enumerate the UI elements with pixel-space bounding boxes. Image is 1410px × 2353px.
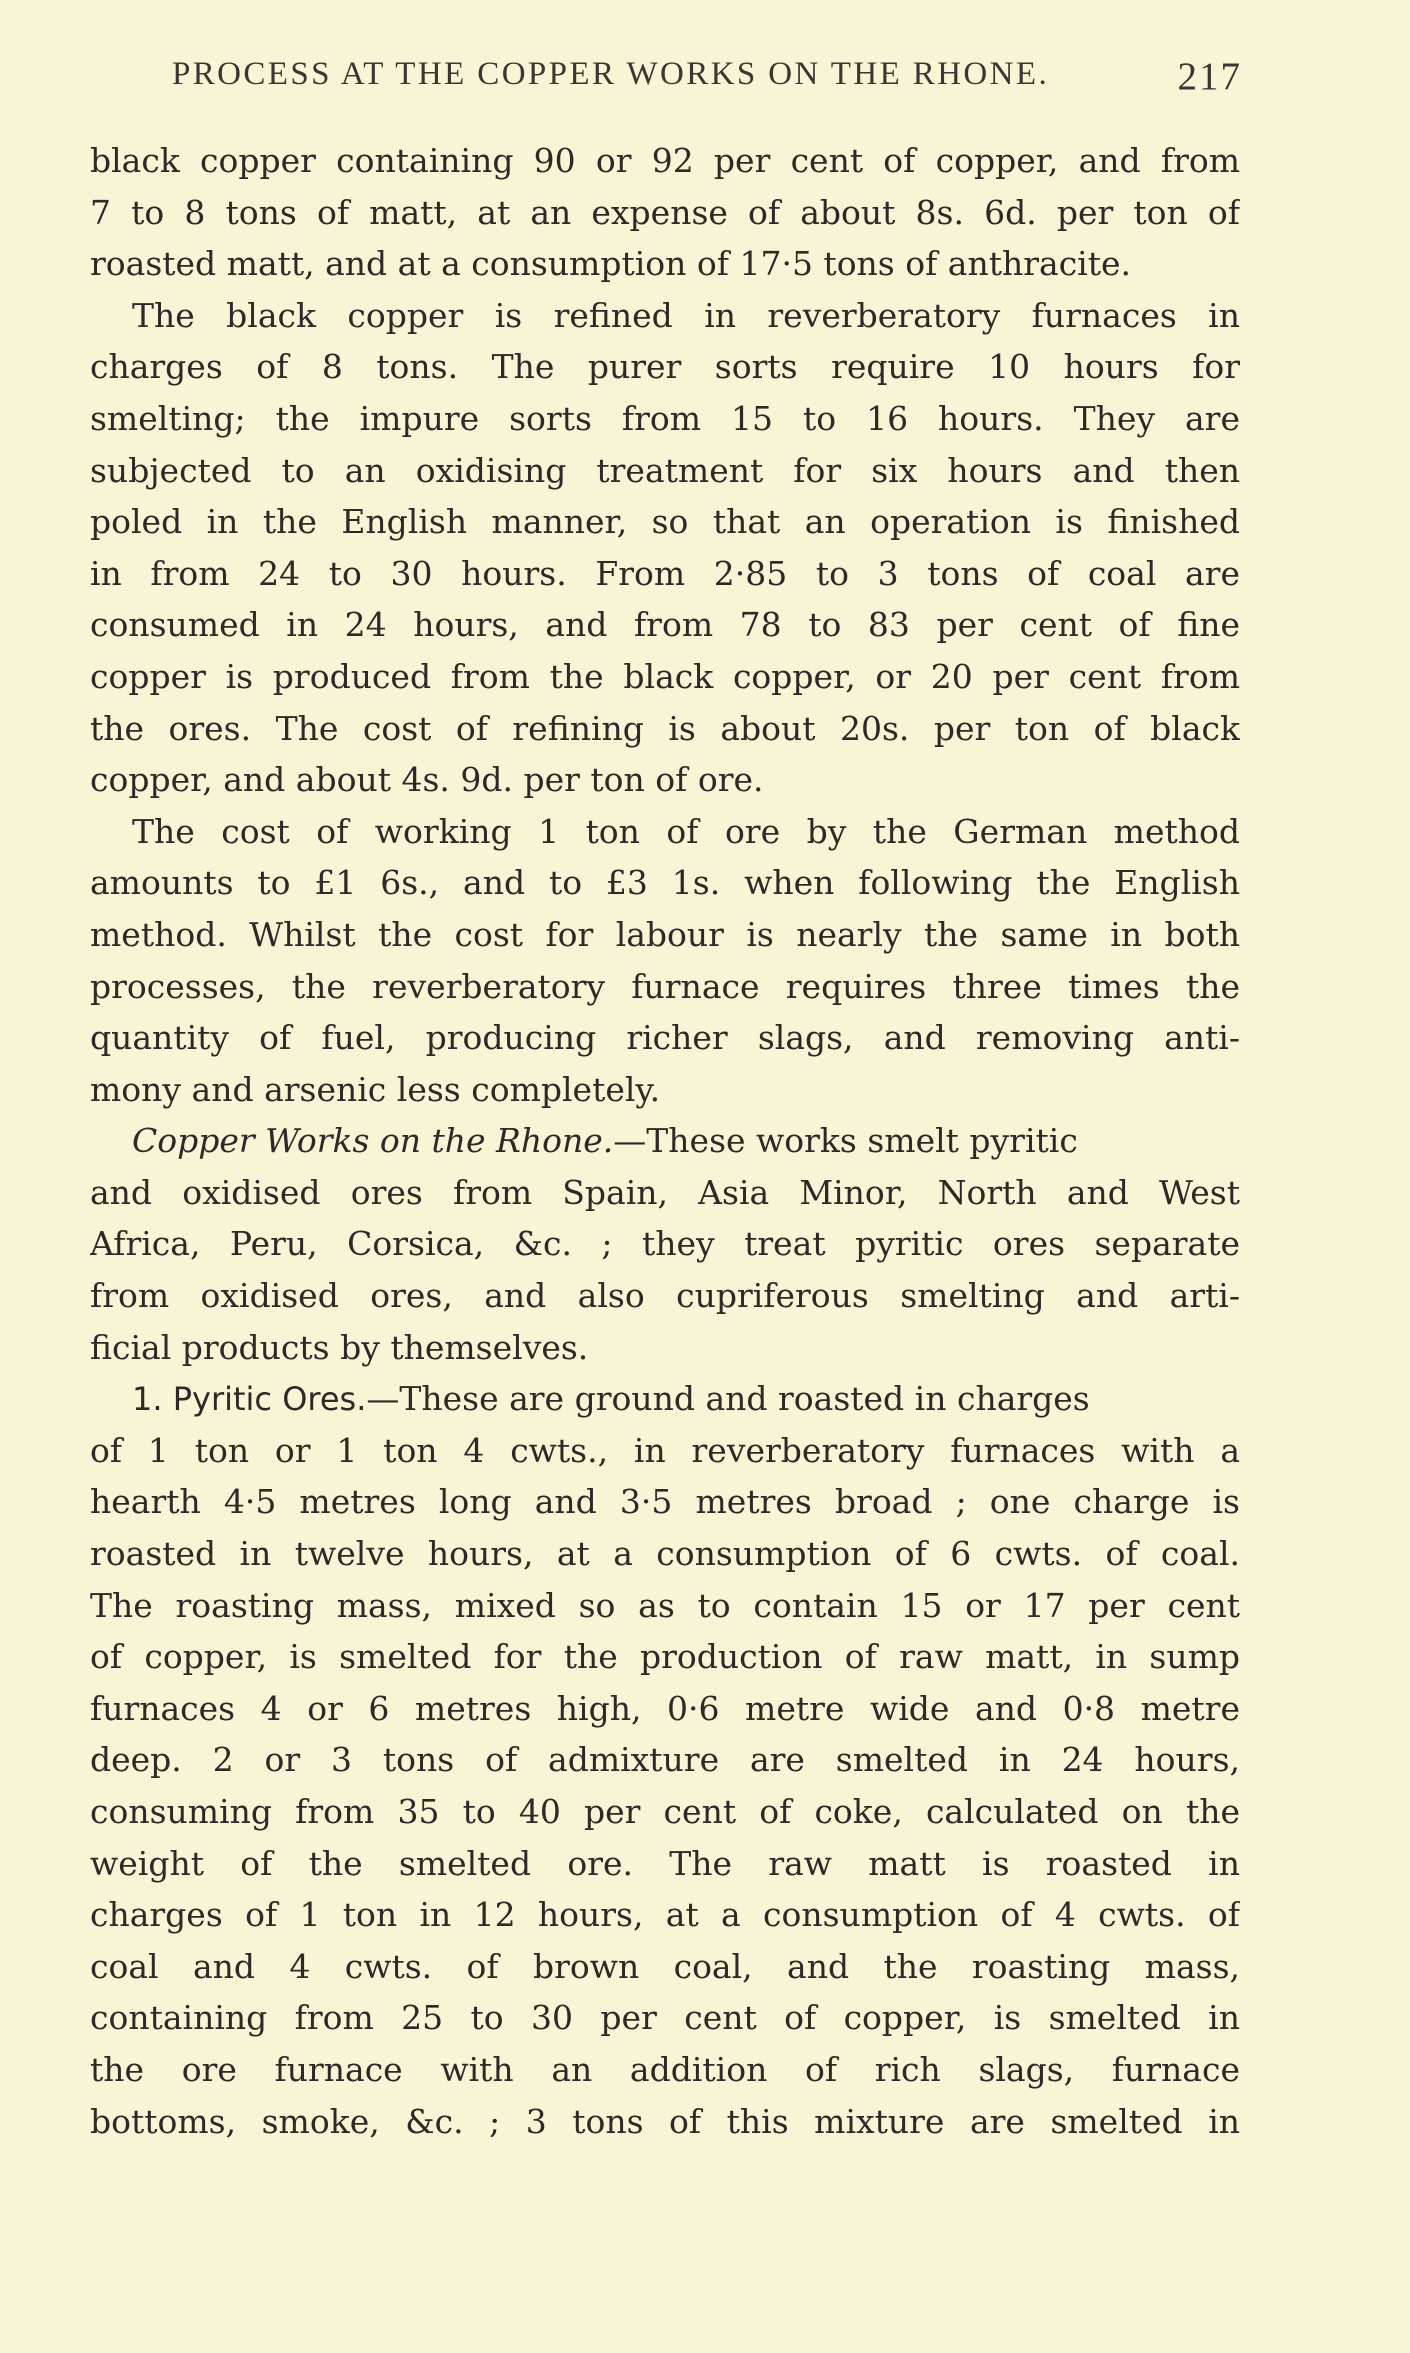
text-line: the ore furnace with an addition of rich slags, furnace [90,2049,1240,2089]
text-line: method. Whilst the cost for labour is nearly the same in both [90,914,1240,954]
text-line: 7 to 8 tons of matt, at an expense of about 8s. 6d. per ton of [90,192,1240,232]
text-line: The cost of working 1 ton of ore by the German method [132,811,1240,851]
text-line: in from 24 to 30 hours. From 2·85 to 3 tons of coal are [90,553,1240,593]
text-line: mony and arsenic less completely. [90,1069,661,1109]
text-line: charges of 8 tons. The purer sorts require 10 hours for [90,347,1240,387]
text-line: hearth 4·5 metres long and 3·5 metres broad ; one charge is [90,1482,1240,1522]
section-title-copper-works: Copper Works on the Rhone. [132,1121,614,1161]
text-line: The black copper is refined in reverberatory furnaces in [132,295,1240,335]
text-line: containing from 25 to 30 per cent of copper, is smelted in [90,1998,1240,2038]
body-text [90,135,1240,2147]
text-line: quantity of fuel, producing richer slags, and removing anti- [90,1018,1240,1058]
text-line: deep. 2 or 3 tons of admixture are smelted in 24 hours, [90,1740,1240,1780]
text-line: copper is produced from the black copper, or 20 per cent from [90,656,1240,696]
text-line: charges of 1 ton in 12 hours, at a consumption of 4 cwts. of [90,1895,1240,1935]
text-line: furnaces 4 or 6 metres high, 0·6 metre wide and 0·8 metre [90,1688,1240,1728]
text-line: ficial products by themselves. [90,1327,589,1367]
text-line: roasted matt, and at a consumption of 17·5 tons of anthracite. [90,244,1132,284]
text-line: subjected to an oxidising treatment for six hours and then [90,450,1240,490]
page-number: 217 [1177,55,1242,98]
running-head [172,56,1242,106]
text-run: —These are ground and roasted in charges [366,1379,1090,1419]
text-line: coal and 4 cwts. of brown coal, and the roasting mass, [90,1946,1240,1986]
text-line: amounts to £1 6s., and to £3 1s. when following the English [90,863,1240,903]
text-line: smelting; the impure sorts from 15 to 16 hours. They are [90,398,1240,438]
text-line: of copper, is smelted for the production of raw matt, in sump [90,1637,1240,1677]
text-line: roasted in twelve hours, at a consumption of 6 cwts. of coal. [90,1534,1240,1574]
section-line [90,1115,1240,1167]
text-line: consumed in 24 hours, and from 78 to 83 per cent of fine [90,605,1240,645]
section-title-pyritic-ores: 1. Pyritic Ores. [132,1380,367,1419]
text-line: poled in the English manner, so that an operation is finished [90,502,1240,542]
text-line: bottoms, smoke, &c. ; 3 tons of this mixture are smelted in [90,2101,1240,2141]
text-line: from oxidised ores, and also cupriferous smelting and arti- [90,1276,1240,1316]
text-line: black copper containing 90 or 92 per cent of copper, and from [90,141,1240,180]
text-line: Africa, Peru, Corsica, &c. ; they treat pyritic ores separate [90,1224,1240,1264]
text-line: of 1 ton or 1 ton 4 cwts., in reverberatory furnaces with a [90,1430,1240,1470]
text-line: consuming from 35 to 40 per cent of coke, calculated on the [90,1792,1240,1831]
text-line: weight of the smelted ore. The raw matt is roasted in [90,1843,1240,1883]
running-title: PROCESS AT THE COPPER WORKS ON THE RHONE. [172,56,1050,92]
text-run: —These works smelt pyritic [613,1121,1078,1161]
text-line: and oxidised ores from Spain, Asia Minor, North and West [90,1172,1240,1212]
text-line: processes, the reverberatory furnace requires three times the [90,966,1240,1006]
text-line: The roasting mass, mixed so as to contain 15 or 17 per cent [90,1585,1240,1625]
section-line [90,1373,1240,1425]
text-line: the ores. The cost of refining is about 20s. per ton of black [90,708,1240,748]
text-line: copper, and about 4s. 9d. per ton of ore. [90,760,764,800]
